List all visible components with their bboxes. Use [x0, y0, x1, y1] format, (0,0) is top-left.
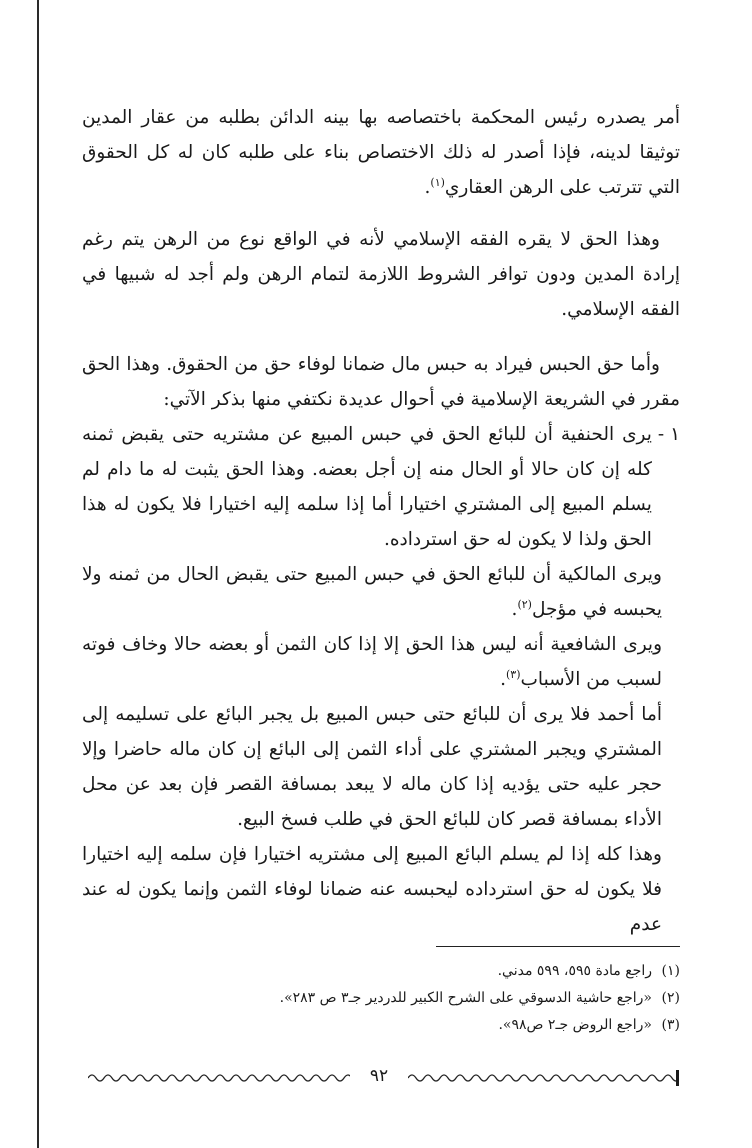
page-number: ٩٢ [369, 1066, 389, 1086]
page-footer [88, 1068, 680, 1092]
footnote-separator [436, 946, 680, 947]
paragraph-1-text: أمر يصدره رئيس المحكمة باختصاصه بها بينه الدائن بطلبه من عقار المدين توثيقا لدينه، فإذا أصدر له ذلك الاختصاص بناء على طلبه كان له كل الحقوق التي تترتب على الرهن العقاري [82, 107, 680, 198]
footnote-2-text: «راجع حاشية الدسوقي على الشرح الكبير للدردير جـ٣ ص ٢٨٣». [279, 990, 652, 1006]
paragraph-conclusion-text: وهذا كله إذا لم يسلم البائع المبيع إلى مشتريه اختيارا فإن سلمه إليه اختيارا فلا يكون له حق استرداده ليحبسه عنه ضمانا لوفاء الثمن وإنما يكون له عند عدم [82, 844, 662, 935]
footnote-1-number: (١) [661, 963, 680, 979]
paragraph-maliki-text: ويرى المالكية أن للبائع الحق في حبس المبيع حتى يقبض الحال من ثمنه ولا يحبسه في مؤجل [82, 564, 662, 620]
footnote-2-number: (٢) [661, 990, 680, 1006]
paragraph-ahmad-text: أما أحمد فلا يرى أن للبائع حتى حبس المبيع بل يجبر البائع على تسليمه إلى المشتري ويجبر المشتري على أداء الثمن إلى البائع إن كان ماله حاضرا وإلا حجر عليه حتى يؤديه إذا كان ماله لا يبعد بمسافة القصر فإن بعد عن محل الأداء بمسافة قصر كان للبائع الحق في طلب فسخ البيع. [82, 704, 662, 830]
footnote-ref-3: (٣) [506, 667, 521, 681]
binding-line [37, 0, 39, 1148]
footnote-2 [279, 985, 680, 1012]
footnote-3 [300, 1012, 680, 1039]
paragraph-shafii [82, 627, 680, 697]
paragraph-1 [82, 100, 680, 205]
paragraph-maliki [82, 557, 680, 627]
footnote-1-text: راجع مادة ٥٩٥، ٥٩٩ مدني. [497, 963, 652, 979]
footnote-3-number: (٣) [661, 1017, 680, 1033]
list-item-1-text: يرى الحنفية أن للبائع الحق في حبس المبيع عن مشتريه حتى يقبض ثمنه كله إن كان حالا أو الحال منه إن أجل بعضه. وهذا الحق يثبت له ما دام لم يسلم المبيع إلى المشتري اختيارا أما إذا سلمه إليه اختيارا فلا يكون له هذا الحق ولذا لا يكون له حق استرداده. [82, 424, 652, 550]
list-item-1 [82, 417, 680, 557]
main-body [82, 347, 680, 942]
paragraph-2 [82, 222, 680, 327]
footer-ornament-right [408, 1071, 676, 1085]
list-item-1-number: ١ - [657, 424, 680, 445]
paragraph-maliki-end: . [511, 599, 518, 620]
footnote-ref-1: (١) [430, 175, 445, 189]
paragraph-2-text: وهذا الحق لا يقره الفقه الإسلامي لأنه في الواقع نوع من الرهن يتم رغم إرادة المدين ودون توافر الشروط اللازمة لتمام الرهن ولم أجد له شبيها في الفقه الإسلامي. [82, 229, 680, 320]
paragraph-1-end: . [424, 177, 431, 198]
footnote-3-text: «راجع الروض جـ٢ ص٩٨». [498, 1017, 652, 1033]
paragraph-shafii-end: . [500, 669, 506, 690]
paragraph-shafii-text: ويرى الشافعية أنه ليس هذا الحق إلا إذا كان الثمن أو بعضه حالا وخاف فوته لسبب من الأسباب [82, 634, 662, 690]
footnote-1 [300, 958, 680, 985]
footnote-ref-2: (٢) [517, 597, 532, 611]
paragraph-3-text: وأما حق الحبس فيراد به حبس مال ضمانا لوفاء حق من الحقوق. وهذا الحق مقرر في الشريعة الإسلامية في أحوال عديدة نكتفي منها بذكر الآتي: [82, 354, 680, 410]
footer-end-bar [676, 1070, 679, 1086]
footnotes [279, 958, 680, 1039]
footer-ornament-left [88, 1071, 350, 1085]
